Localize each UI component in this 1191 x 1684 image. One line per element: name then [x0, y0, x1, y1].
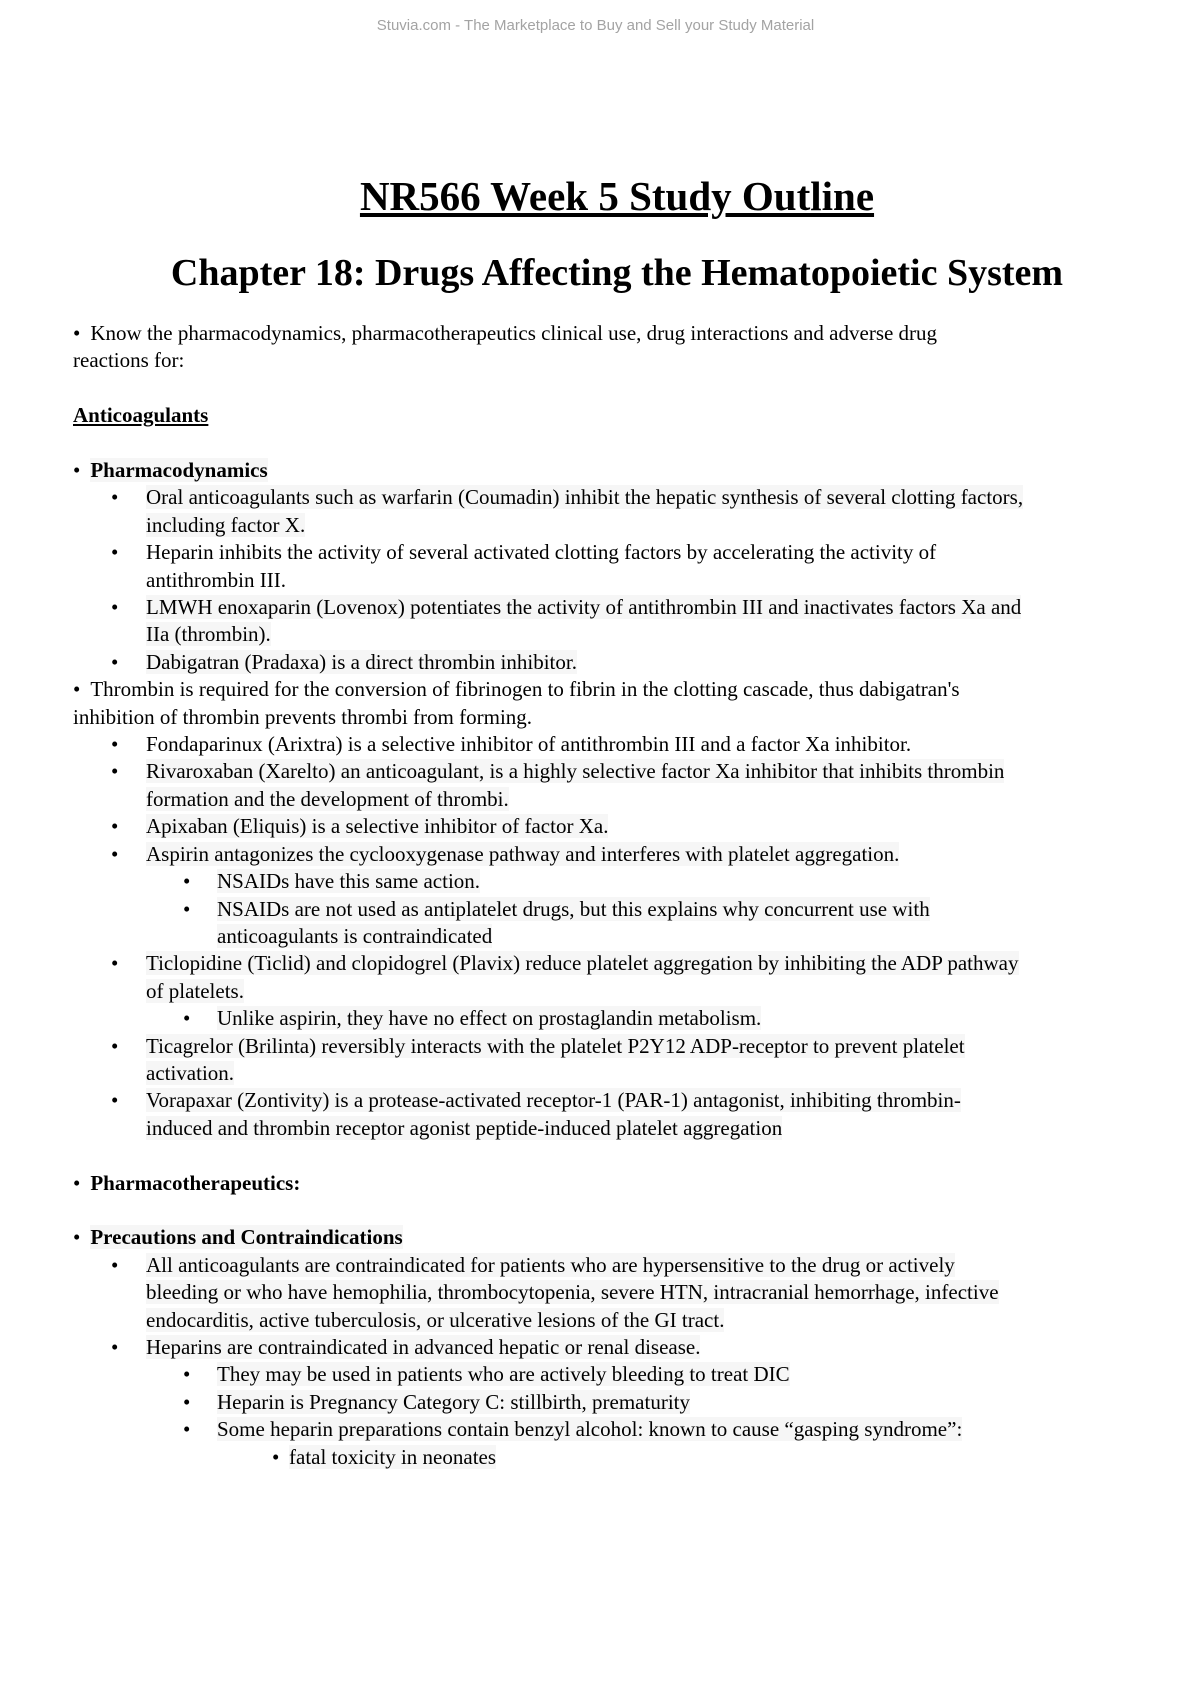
list-item: • Ticagrelor (Brilinta) reversibly interacts with the platelet P2Y12 ADP-receptor to prevent platelet activation.: [111, 1033, 965, 1085]
watermark: Stuvia.com - The Marketplace to Buy and Sell your Study Material: [376, 17, 815, 34]
list-item: • Aspirin antagonizes the cyclooxygenase pathway and interferes with platelet aggregation.: [111, 841, 900, 866]
list-item-text: Apixaban (Eliquis) is a selective inhibitor of factor Xa.: [146, 814, 609, 839]
document-body: [73, 320, 1163, 1471]
thrombin-note-line-2: inhibition of thrombin prevents thrombi from forming.: [73, 704, 533, 729]
bullet-mark: •: [73, 321, 81, 345]
list-item-text: Dabigatran (Pradaxa) is a direct thrombin inhibitor.: [146, 649, 577, 674]
list-item-text: bleeding or who have hemophilia, thrombocytopenia, severe HTN, intracranial hemorrhage, infective: [146, 1280, 999, 1305]
list-item: • Oral anticoagulants such as warfarin (Coumadin) inhibit the hepatic synthesis of several clotting factors, including factor X.: [111, 485, 1024, 537]
list-item-text: Vorapaxar (Zontivity) is a protease-activated receptor-1 (PAR-1) antagonist, inhibiting thrombin-: [146, 1088, 961, 1113]
list-item-text: of platelets.: [146, 978, 244, 1003]
sub-list-item-text: anticoagulants is contraindicated: [217, 923, 493, 948]
pharmacodynamics-heading-row: • Pharmacodynamics: [73, 458, 268, 482]
list-item-text: Fondaparinux (Arixtra) is a selective inhibitor of antithrombin III and a factor Xa inhibitor.: [146, 732, 912, 757]
list-item-text: IIa (thrombin).: [146, 622, 271, 647]
intro-line-2: reactions for:: [73, 348, 185, 373]
list-item-text: Aspirin antagonizes the cyclooxygenase pathway and interferes with platelet aggregation.: [146, 841, 900, 866]
list-item-text: antithrombin III.: [146, 567, 286, 592]
sub-list-item: • Some heparin preparations contain benzyl alcohol: known to cause “gasping syndrome”:: [183, 1417, 963, 1442]
pharmacodynamics-heading: Pharmacodynamics: [90, 458, 268, 482]
list-item-text: endocarditis, active tuberculosis, or ulcerative lesions of the GI tract.: [146, 1307, 725, 1332]
list-item: • Dabigatran (Pradaxa) is a direct thrombin inhibitor.: [111, 649, 577, 674]
pharmacotherapeutics-heading: Pharmacotherapeutics:: [90, 1170, 301, 1195]
list-item: • Heparins are contraindicated in advanced hepatic or renal disease.: [111, 1334, 701, 1359]
sub-list-item-text: NSAIDs have this same action.: [217, 869, 481, 894]
list-item-text: formation and the development of thrombi.: [146, 786, 509, 811]
sub-list-item-text: They may be used in patients who are actively bleeding to treat DIC: [217, 1362, 790, 1387]
list-item-text: Heparins are contraindicated in advanced hepatic or renal disease.: [146, 1334, 701, 1359]
list-item-text: Rivaroxaban (Xarelto) an anticoagulant, is a highly selective factor Xa inhibitor that inhibits thrombin: [146, 759, 1005, 784]
list-item-text: induced and thrombin receptor agonist peptide-induced platelet aggregation: [146, 1115, 783, 1140]
list-item: • Rivaroxaban (Xarelto) an anticoagulant, is a highly selective factor Xa inhibitor that inhibits thrombin formation and the development of thrombi.: [111, 759, 1005, 811]
list-item: • Ticlopidine (Ticlid) and clopidogrel (Plavix) reduce platelet aggregation by inhibiting the ADP pathway of platelets.: [111, 951, 1019, 1003]
list-item: • Vorapaxar (Zontivity) is a protease-activated receptor-1 (PAR-1) antagonist, inhibiting thrombin- induced and thrombin receptor agonist peptide-induced platelet aggregation: [111, 1088, 961, 1140]
sub-list-item-text: Heparin is Pregnancy Category C: stillbirth, prematurity: [217, 1389, 690, 1414]
thrombin-note-line-1: Thrombin is required for the conversion of fibrinogen to fibrin in the clotting cascade, thus dabigatran's: [90, 677, 960, 702]
sub-list-item: • NSAIDs have this same action.: [183, 869, 481, 894]
list-item: • All anticoagulants are contraindicated for patients who are hypersensitive to the drug or actively bleeding or who have hemophilia, thrombocytopenia, severe HTN, intracranial hemorrhage, infective endocarditis, active tuberculosis, or ulcerative lesions of the GI tract.: [111, 1252, 999, 1332]
section-heading: Anticoagulants: [73, 403, 209, 428]
list-item-text: Heparin inhibits the activity of several activated clotting factors by accelerating the activity of: [146, 540, 937, 565]
sub-list-item: • Unlike aspirin, they have no effect on prostaglandin metabolism.: [183, 1006, 762, 1031]
sub-list-item: • Heparin is Pregnancy Category C: stillbirth, prematurity: [183, 1389, 690, 1414]
list-item: • Apixaban (Eliquis) is a selective inhibitor of factor Xa.: [111, 814, 609, 839]
intro-bullet: [73, 320, 1163, 375]
sub-sub-list-item-text: fatal toxicity in neonates: [289, 1444, 497, 1469]
thrombin-note: • Thrombin is required for the conversion of fibrinogen to fibrin in the clotting cascade, thus dabigatran's inhibition of thrombin prevents thrombi from forming.: [73, 676, 1163, 731]
list-item-text: activation.: [146, 1060, 235, 1085]
list-item: • Fondaparinux (Arixtra) is a selective inhibitor of antithrombin III and a factor Xa inhibitor.: [111, 732, 912, 757]
sub-list-item-text: Some heparin preparations contain benzyl alcohol: known to cause “gasping syndrome”:: [217, 1417, 963, 1442]
list-item-text: Ticlopidine (Ticlid) and clopidogrel (Plavix) reduce platelet aggregation by inhibiting the ADP pathway: [146, 951, 1019, 976]
list-item-text: including factor X.: [146, 512, 306, 537]
sub-list-item: • They may be used in patients who are actively bleeding to treat DIC: [183, 1362, 790, 1387]
list-item-text: Ticagrelor (Brilinta) reversibly interacts with the platelet P2Y12 ADP-receptor to prevent platelet: [146, 1033, 965, 1058]
pharmacotherapeutics-heading-row: • Pharmacotherapeutics:: [73, 1170, 301, 1195]
page-title: NR566 Week 5 Study Outline: [359, 173, 875, 219]
precautions-heading-row: • Precautions and Contraindications: [73, 1225, 403, 1250]
list-item: • LMWH enoxaparin (Lovenox) potentiates the activity of antithrombin III and inactivates factors Xa and IIa (thrombin).: [111, 595, 1022, 647]
list-item: • Heparin inhibits the activity of several activated clotting factors by accelerating the activity of antithrombin III.: [111, 540, 937, 592]
sub-list-item-text: NSAIDs are not used as antiplatelet drugs, but this explains why concurrent use with: [217, 896, 930, 921]
chapter-title: Chapter 18: Drugs Affecting the Hematopoietic System: [170, 252, 1064, 294]
sub-list-item-text: Unlike aspirin, they have no effect on prostaglandin metabolism.: [217, 1006, 762, 1031]
list-item-text: Oral anticoagulants such as warfarin (Coumadin) inhibit the hepatic synthesis of several clotting factors,: [146, 485, 1024, 510]
intro-line-1: Know the pharmacodynamics, pharmacotherapeutics clinical use, drug interactions and adverse drug: [90, 321, 938, 345]
sub-list-item: • NSAIDs are not used as antiplatelet drugs, but this explains why concurrent use with anticoagulants is contraindicated: [183, 896, 930, 948]
precautions-heading: Precautions and Contraindications: [90, 1225, 403, 1250]
list-item-text: All anticoagulants are contraindicated for patients who are hypersensitive to the drug or actively: [146, 1252, 955, 1277]
list-item-text: LMWH enoxaparin (Lovenox) potentiates the activity of antithrombin III and inactivates factors Xa and: [146, 595, 1022, 620]
sub-sub-list-item: • fatal toxicity in neonates: [272, 1444, 497, 1469]
